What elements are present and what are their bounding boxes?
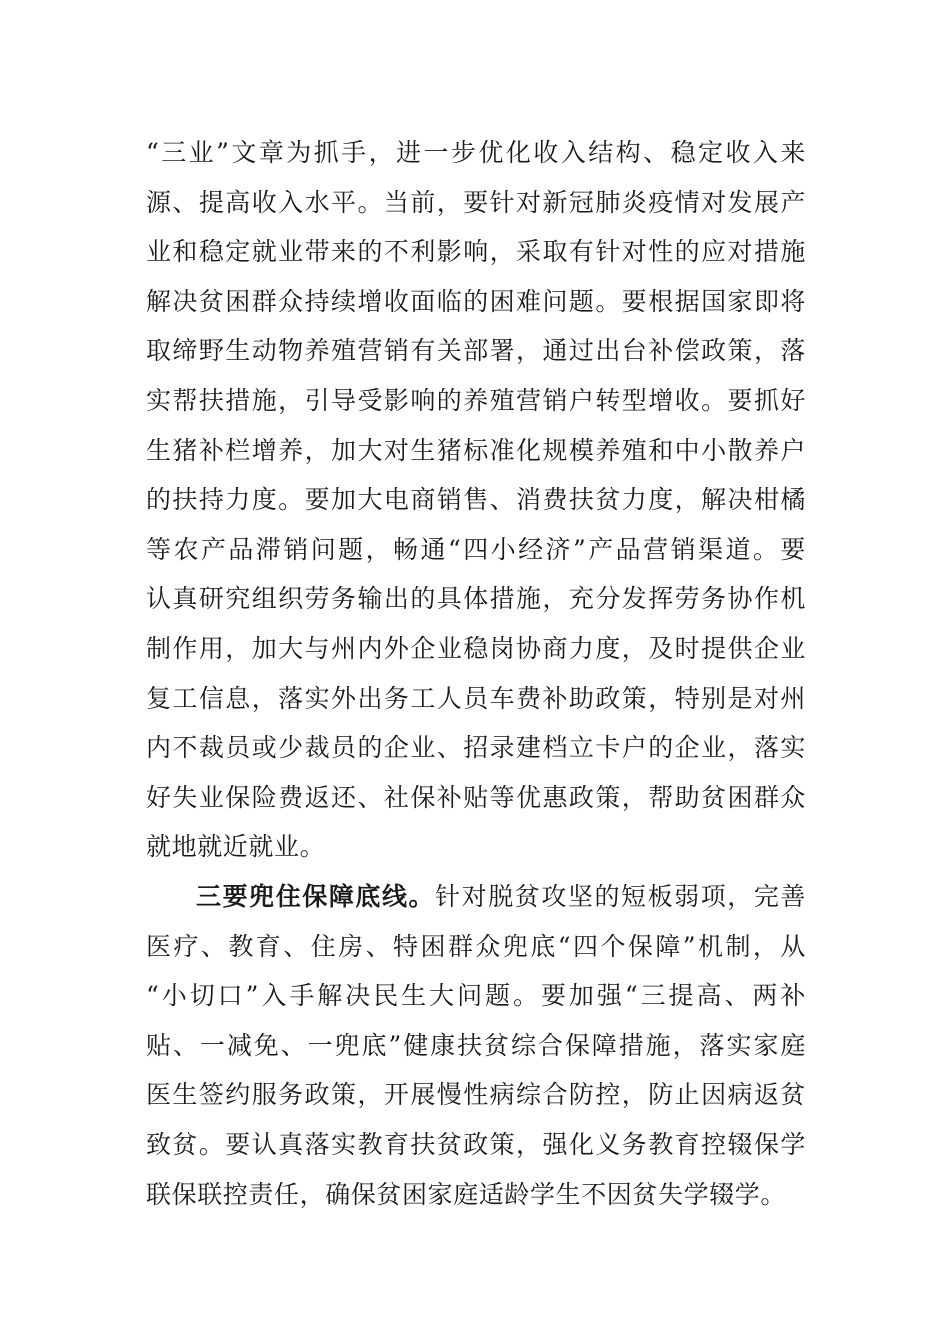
paragraph-line: “三业”文章为抓手，进一步优化收入结构、稳定收入来 bbox=[146, 138, 806, 167]
paragraph-line-rest: 针对脱贫攻坚的短板弱项，完善 bbox=[435, 882, 806, 911]
paragraph-1 bbox=[146, 128, 806, 872]
paragraph-line: 业和稳定就业带来的不利影响，采取有针对性的应对措施 bbox=[146, 237, 806, 267]
paragraph-line: 实帮扶措施，引导受影响的养殖营销户转型增收。要抓好 bbox=[146, 385, 806, 415]
paragraph-line: 的扶持力度。要加大电商销售、消费扶贫力度，解决柑橘 bbox=[146, 485, 806, 515]
paragraph-line: 解决贫困群众持续增收面临的困难问题。要根据国家即将 bbox=[146, 286, 806, 316]
paragraph-line: 复工信息，落实外出务工人员车费补助政策，特别是对州 bbox=[146, 683, 806, 713]
paragraph-line: 就地就近就业。 bbox=[146, 832, 326, 862]
paragraph-line: 贴、一减免、一兜底”健康扶贫综合保障措施，落实家庭 bbox=[146, 1030, 806, 1060]
paragraph-line: 生猪补栏增养，加大对生猪标准化规模养殖和中小散养户 bbox=[146, 435, 806, 465]
paragraph-line: 制作用，加大与州内外企业稳岗协商力度，及时提供企业 bbox=[146, 633, 806, 663]
paragraph-line: 致贫。要认真落实教育扶贫政策，强化义务教育控辍保学 bbox=[146, 1129, 806, 1159]
paragraph-line: “小切口”入手解决民生大问题。要加强“三提高、两补 bbox=[146, 981, 806, 1011]
section-heading: 三要兜住保障底线。 bbox=[196, 882, 436, 911]
paragraph-line: 内不裁员或少裁员的企业、招录建档立卡户的企业，落实 bbox=[146, 733, 806, 763]
paragraph-first-line bbox=[146, 872, 806, 922]
paragraph-line: 医生签约服务政策，开展慢性病综合防控，防止因病返贫 bbox=[146, 1080, 806, 1110]
paragraph-line: 联保联控责任，确保贫困家庭适龄学生不因贫失学辍学。 bbox=[146, 1179, 787, 1209]
paragraph-line: 好失业保险费返还、社保补贴等优惠政策，帮助贫困群众 bbox=[146, 782, 806, 812]
paragraph-line: 源、提高收入水平。当前，要针对新冠肺炎疫情对发展产 bbox=[146, 187, 806, 217]
paragraph-2 bbox=[146, 872, 806, 1219]
paragraph-line: 等农产品滞销问题，畅通“四小经济”产品营销渠道。要 bbox=[146, 534, 806, 564]
paragraph-line: 医疗、教育、住房、特困群众兜底“四个保障”机制，从 bbox=[146, 931, 806, 961]
paragraph-line: 认真研究组织劳务输出的具体措施，充分发挥劳务协作机 bbox=[146, 584, 806, 614]
paragraph-line: 取缔野生动物养殖营销有关部署，通过出台补偿政策，落 bbox=[146, 336, 806, 366]
